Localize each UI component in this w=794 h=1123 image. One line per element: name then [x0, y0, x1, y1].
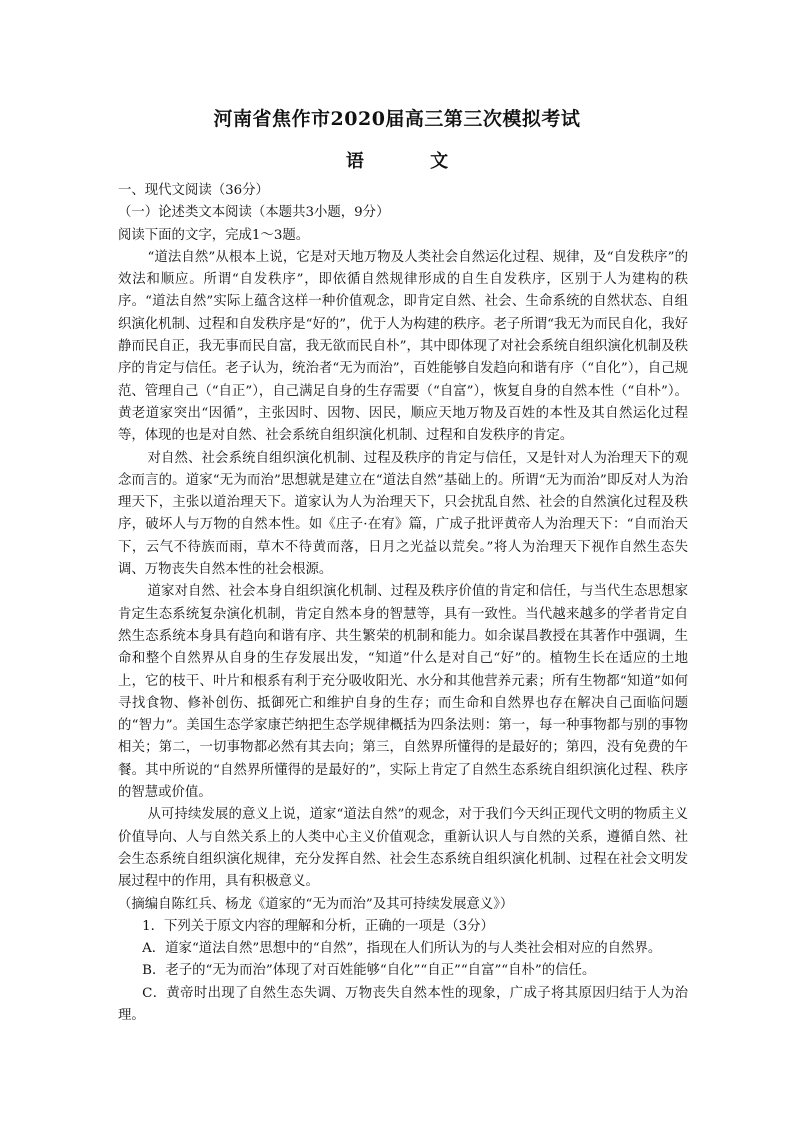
subject-title: 语 文	[345, 151, 479, 172]
passage-paragraph-1: “道法自然”从根本上说，它是对天地万物及人类社会自然运化过程、规律，及“自发秩序”的效法和顺应。所谓“自发秩序”，即依循自然规律形成的自生自发秩序，区别于人为建构的秩序。“道法自然”实际上蕴含这样一种价值观念，即肯定自然、社会、生命系统的自然状态、自组织演化机制、过程和自发秩序是“好的”，优于人为构建的秩序。老子所谓“我无为而民自化，我好静而民自正，我无事而民自富，我无欲而民自朴”，其中即体现了对社会系统自组织演化机制及秩序的肯定与信任。老子认为，统治者“无为而治”，百姓能够自发趋向和谐有序（“自化”），自己规范、管理自己（“自正”），自己满足自身的生存需要（“自富”），恢复自身的自然本性（“自朴”）。黄老道家突出“因循”，主张因时、因物、因民，顺应天地万物及百姓的本性及其自然运化过程等，体现的也是对自然、社会系统自组织演化机制、过程和自发秩序的肯定。	[118, 249, 688, 444]
passage-source: （摘编自陈红兵、杨龙《道家的“无为而治”及其可持续发展意义》）	[118, 896, 514, 912]
passage-paragraph-4: 从可持续发展的意义上说，道家“道法自然”的观念，对于我们今天纠正现代文明的物质主义价值导向、人与自然关系上的人类中心主义价值观念，重新认识人与自然的关系，遵循自然、社会生态系统自组织演化规律，充分发挥自然、社会生态系统自组织演化机制、过程在社会文明发展过程中的作用，具有积极意义。	[118, 807, 688, 890]
passage-paragraph-3: 道家对自然、社会本身自组织演化机制、过程及秩序价值的肯定和信任，与当代生态思想家肯定生态系统复杂演化机制，肯定自然本身的智慧等，具有一致性。当代越来越多的学者肯定自然生态系统本身具有趋向和谐有序、共生繁荣的机制和能力。如余谋昌教授在其著作中强调，生命和整个自然界从自身的生存发展出发，“知道”什么是对自己“好”的。植物生长在适应的土地上，它的枝干、叶片和根系有利于充分吸收阳光、水分和其他营养元素；所有生物都“知道”如何寻找食物、修补创伤、抵御死亡和维护自身的生存；而生命和自然界也存在解决自己面临问题的“智力”。美国生态学家康芒纳把生态学规律概括为四条法则：第一，每一种事物都与别的事物相关；第二，一切事物都必然有其去向；第三，自然界所懂得的是最好的；第四，没有免费的午餐。其中所说的“自然界所懂得的是最好的”，实际上肯定了自然生态系统自组织演化过程、秩序的智慧或价值。	[118, 584, 688, 801]
exam-title: 河南省焦作市2020届高三第三次模拟考试	[213, 108, 581, 130]
question-stem: 1．下列关于原文内容的理解和分析，正确的一项是（3分）	[142, 918, 494, 934]
passage-paragraph-2: 对自然、社会系统自组织演化机制、过程及秩序的肯定与信任，又是针对人为治理天下的观念而言的。道家“无为而治”思想就是建立在“道法自然”基础上的。所谓“无为而治”即反对人为治理天下，主张以道治理天下。道家认为人为治理天下，只会扰乱自然、社会的自然演化过程及秩序，破坏人与万物的自然本性。如《庄子·在宥》篇，广成子批评黄帝人为治理天下：“自而治天下，云气不待族而雨，草木不待黄而落，日月之光益以荒矣。”将人为治理天下视作自然生态失调、万物丧失自然本性的社会根源。	[118, 450, 688, 578]
sub-section-heading: （一）论述类文本阅读（本题共3小题，9分）	[118, 205, 390, 221]
document-body	[118, 180, 688, 1027]
reading-instruction: 阅读下面的文字，完成1～3题。	[118, 227, 310, 243]
section-heading: 一、现代文阅读（36分）	[118, 183, 269, 198]
option-c: C．黄帝时出现了自然生态失调、万物丧失自然本性的现象，广成子将其原因归结于人为治理。	[118, 985, 688, 1023]
option-a: A．道家“道法自然”思想中的“自然”，指现在人们所认为的与人类社会相对应的自然界。	[142, 941, 662, 957]
option-b: B．老子的“无为而治”体现了对百姓能够“自化”“自正”“自富”“自朴”的信任。	[142, 963, 596, 979]
